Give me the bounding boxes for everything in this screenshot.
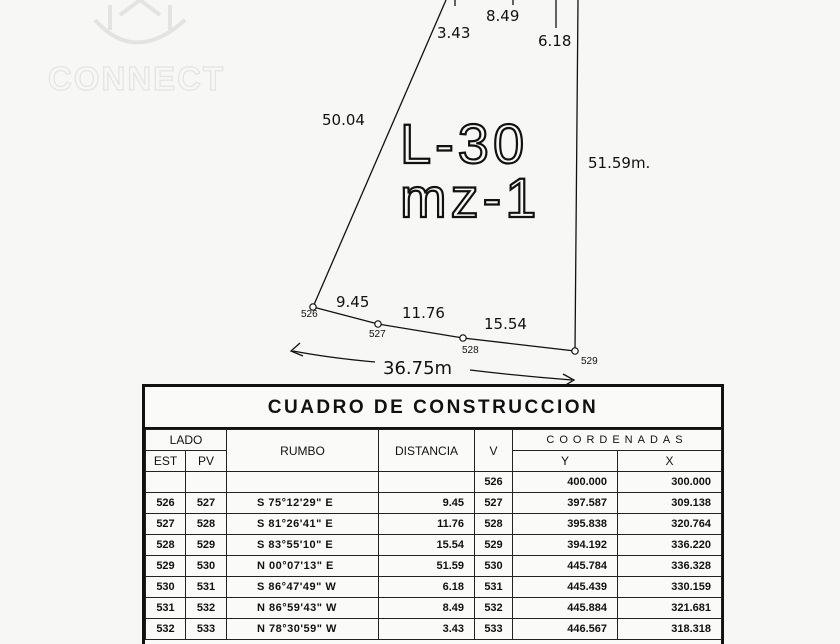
edge-label: 11.76 [402,304,445,322]
cell-distancia: 15.54 [379,535,475,556]
table-row [146,493,722,514]
vertex-marker [375,321,381,327]
cell-y: 395.838 [513,514,618,535]
table-row [146,514,722,535]
vertex-label: 528 [462,345,479,356]
block-label: mz-1 [400,166,541,229]
construction-grid [145,429,722,640]
header-lado: LADO [146,430,227,451]
cell-rumbo: N 00°07'13" E [227,556,379,577]
cell-v: 533 [475,619,513,640]
cell-y: 394.192 [513,535,618,556]
cell-x: 309.138 [618,493,722,514]
edge-label: 3.43 [437,24,471,42]
edge-label: 6.18 [538,32,572,50]
arrowhead-left [291,343,303,356]
construction-table [142,384,724,644]
cell-pv: 527 [186,493,227,514]
cell-v: 530 [475,556,513,577]
cell-est: 530 [146,577,186,598]
vertex-label: 526 [301,309,318,320]
cell-y: 446.567 [513,619,618,640]
dimension-line-left [293,351,375,362]
cell-pv: 533 [186,619,227,640]
cell-distancia: 9.45 [379,493,475,514]
cell-pv: 529 [186,535,227,556]
cell-distancia: 8.49 [379,598,475,619]
cell-x: 300.000 [618,472,722,493]
cell-x: 330.159 [618,577,722,598]
cell-rumbo: N 86°59'43" W [227,598,379,619]
edge-label: 15.54 [484,315,527,333]
header-rumbo: RUMBO [227,430,379,472]
vertex-marker [460,335,466,341]
cell-pv: 531 [186,577,227,598]
header-x: X [618,451,722,472]
edge-label: 50.04 [322,111,365,129]
cell-x: 320.764 [618,514,722,535]
header-distancia: DISTANCIA [379,430,475,472]
table-row [146,577,722,598]
cell-distancia: 51.59 [379,556,475,577]
cell-x: 336.220 [618,535,722,556]
cell-y: 445.884 [513,598,618,619]
cell-v: 529 [475,535,513,556]
cell-distancia: 11.76 [379,514,475,535]
table-row [146,619,722,640]
cell-est: 532 [146,619,186,640]
cell-rumbo: S 83°55'10" E [227,535,379,556]
cell-y: 400.000 [513,472,618,493]
overall-dimension: 36.75m [383,358,453,379]
cell-y: 445.784 [513,556,618,577]
cell-est: 527 [146,514,186,535]
table-row [146,535,722,556]
cell-v: 528 [475,514,513,535]
cell-distancia: 3.43 [379,619,475,640]
cell-x: 318.318 [618,619,722,640]
cell-y: 397.587 [513,493,618,514]
cell-est: 529 [146,556,186,577]
edge-label: 51.59m. [588,154,651,172]
header-v: V [475,430,513,472]
dimension-line-right [470,370,572,380]
cell-pv: 528 [186,514,227,535]
header-pv: PV [186,451,227,472]
cell-rumbo: S 81°26'41" E [227,514,379,535]
cell-v: 531 [475,577,513,598]
edge-label: 8.49 [486,7,520,25]
table-row [146,598,722,619]
cell-rumbo: S 86°47'49" W [227,577,379,598]
cell-v: 527 [475,493,513,514]
header-coordenadas: COORDENADAS [513,430,722,451]
vertex-marker [572,348,578,354]
table-row [146,472,722,493]
header-est: EST [146,451,186,472]
header-y: Y [513,451,618,472]
cell-est: 526 [146,493,186,514]
watermark-text: CONNECT [48,60,226,97]
cell-pv: 532 [186,598,227,619]
table-title: CUADRO DE CONSTRUCCION [145,387,721,429]
table-row [146,556,722,577]
cell-pv: 530 [186,556,227,577]
cell-y: 445.439 [513,577,618,598]
cell-rumbo: S 75°12'29" E [227,493,379,514]
cell-rumbo: N 78°30'59" W [227,619,379,640]
vertex-label: 527 [369,329,386,340]
cell-v: 532 [475,598,513,619]
cell-distancia: 6.18 [379,577,475,598]
cell-est: 528 [146,535,186,556]
vertex-label: 529 [581,356,598,367]
cell-x: 336.328 [618,556,722,577]
lot-label: L-30 [400,112,529,175]
cell-x: 321.681 [618,598,722,619]
edge-label: 9.45 [336,293,370,311]
cell-est: 531 [146,598,186,619]
cell-v: 526 [475,472,513,493]
